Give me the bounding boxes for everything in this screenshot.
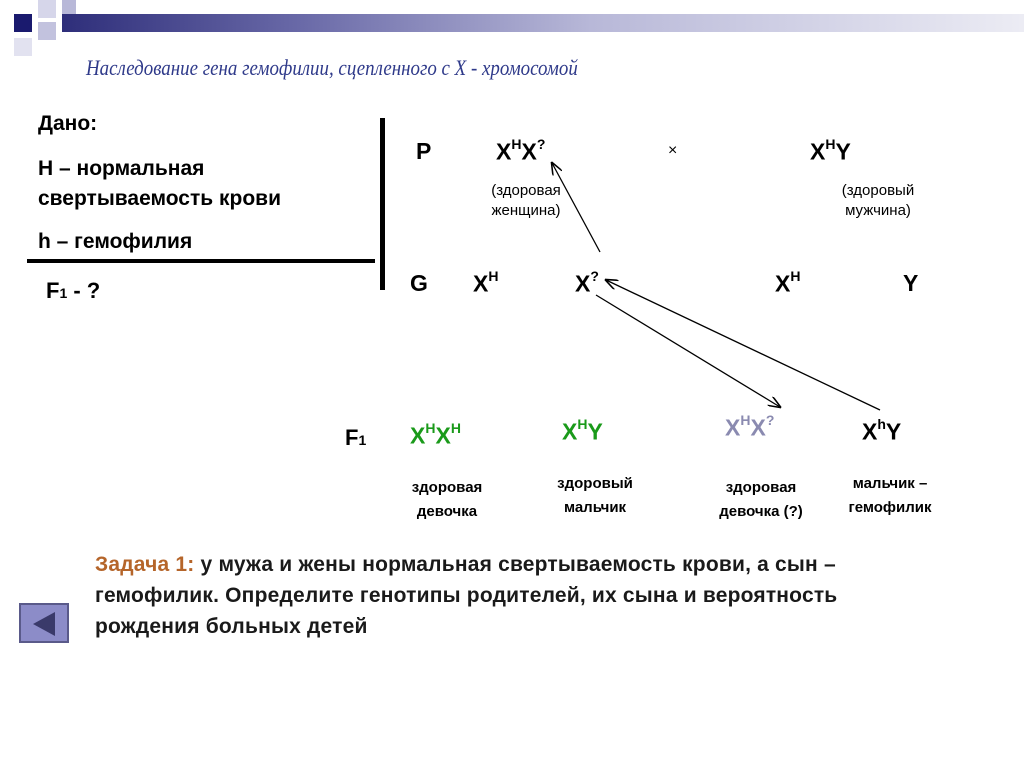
allele-base: X — [725, 414, 741, 441]
question-f: F — [46, 278, 60, 303]
desc-line: мальчик — [563, 499, 627, 516]
given-line-hemophilia: h – гемофилия — [38, 230, 193, 253]
desc-line: мальчик – — [852, 475, 928, 492]
allele-sup: H — [450, 420, 461, 436]
allele-base: X — [496, 138, 512, 165]
allele-sup: H — [740, 412, 751, 428]
allele-base: X — [750, 414, 766, 441]
allele-sup: h — [877, 416, 886, 432]
label-sub: 1 — [358, 432, 367, 448]
parents-label: P — [416, 138, 432, 164]
allele-sup: ? — [765, 412, 775, 428]
desc-line: девочка — [416, 503, 478, 520]
allele-sup: ? — [590, 268, 599, 284]
desc-line: (здоровая — [491, 182, 561, 199]
allele-sup: H — [511, 136, 522, 152]
allele-base: X — [575, 270, 591, 297]
desc-line: здоровая — [411, 479, 483, 496]
page-title: Наследование гена гемофилии, сцепленного с X - хромосомой — [86, 55, 578, 80]
allele-base: X — [410, 422, 426, 449]
task-text — [95, 549, 935, 642]
allele-base: X — [562, 418, 578, 445]
cross-symbol: × — [668, 142, 678, 159]
allele-base: X — [521, 138, 537, 165]
allele-base: Y — [835, 138, 851, 165]
given-heading: Дано: — [38, 112, 98, 135]
desc-line: мужчина) — [845, 202, 911, 219]
desc-line: женщина) — [491, 202, 561, 219]
task-label: Задача 1: — [95, 553, 195, 576]
back-button[interactable] — [19, 603, 69, 643]
desc-line: гемофилик — [848, 499, 932, 516]
allele-base: X — [473, 270, 489, 297]
label-f: F — [345, 425, 359, 450]
allele-base: Y — [885, 418, 902, 445]
desc-line: девочка (?) — [719, 503, 803, 520]
allele-base: Y — [587, 418, 603, 445]
arrow-gamete-to-daughter — [596, 295, 780, 407]
allele-base: X — [775, 270, 791, 297]
allele-sup: H — [790, 268, 801, 284]
desc-line: здоровый — [557, 475, 633, 492]
allele-sup: H — [577, 416, 588, 432]
question-sub: 1 — [59, 285, 68, 301]
allele-sup: H — [825, 136, 836, 152]
allele-sup: ? — [536, 136, 546, 152]
desc-line: здоровая — [725, 479, 797, 496]
allele-base: Y — [903, 270, 919, 296]
arrow-mother-to-gamete — [552, 163, 600, 252]
back-arrow-icon — [33, 612, 55, 636]
given-line-normal: H – нормальная свертываемость крови — [38, 157, 281, 210]
allele-base: X — [810, 138, 826, 165]
allele-base: X — [862, 418, 878, 445]
desc-line: (здоровый — [841, 182, 915, 199]
allele-sup: H — [425, 420, 436, 436]
task-body: у мужа и жены нормальная свертываемость крови, а сын – гемофилик. Определите генотипы родителей, их сына и вероятность рождения больных детей — [95, 553, 838, 638]
question-rest: - ? — [67, 278, 101, 303]
gametes-label: G — [410, 270, 428, 296]
allele-sup: H — [488, 268, 499, 284]
allele-base: X — [435, 422, 451, 449]
arrow-son-to-gamete — [606, 280, 880, 410]
